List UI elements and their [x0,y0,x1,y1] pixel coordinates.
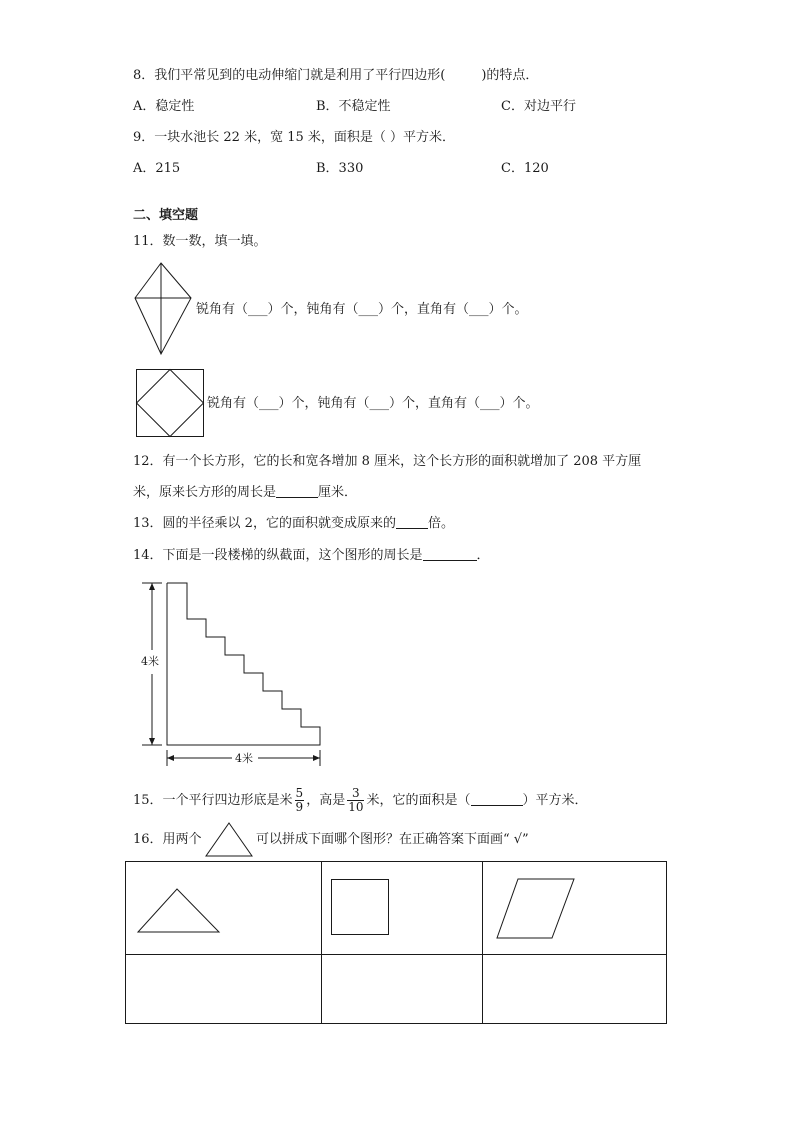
small-triangle-icon [204,822,254,858]
q9-option-a[interactable]: A．215 [133,161,181,176]
q16-cell-triangle [126,862,322,955]
q8-answer-blank[interactable] [445,69,481,81]
q14-height-label: 4米 [141,655,159,668]
q14-width-label: 4米 [235,752,253,765]
q16-answer-cell-square[interactable] [322,955,483,1024]
q15-fraction-base: $\frac{5}{9}$ [295,786,304,814]
q11-line2: 锐角有（___）个，钝角有（___）个，直角有（___）个。 [207,396,539,411]
q9-option-c[interactable]: C．120 [501,161,549,176]
q16-answer-cell-parallelogram[interactable] [483,955,667,1024]
q16-post: 可以拼成下面哪个图形？在正确答案下面画“ √” [256,832,529,847]
q11-line1: 锐角有（___）个，钝角有（___）个，直角有（___）个。 [196,302,528,317]
q13-text: 13．圆的半径乘以 2，它的面积就变成原来的 倍。 [133,516,454,531]
q9-text: 9．一块水池长 22 米，宽 15 米，面积是（ ）平方米． [133,130,456,145]
q12-answer-blank[interactable] [276,485,318,498]
q8-option-b[interactable]: B．不稳定性 [316,99,391,114]
q8-option-a[interactable]: A．稳定性 [133,99,195,114]
q8-text: 8．我们平常见到的电动伸缩门就是利用了平行四边形( )的特点． [133,68,539,83]
q16-answer-cell-triangle[interactable] [126,955,322,1024]
q13-answer-blank[interactable] [396,516,428,529]
q14-text: 14．下面是一段楼梯的纵截面，这个图形的周长是 ． [133,548,490,563]
q14-answer-blank[interactable] [423,548,477,561]
section-heading-fill-blank: 二、填空题 [133,208,199,223]
kite-figure [134,262,194,356]
q12-line2: 米，原来长方形的周长是 厘米． [133,485,358,500]
q12-line1: 12．有一个长方形，它的长和宽各增加 8 厘米，这个长方形的面积就增加了 208 平方厘 [133,454,642,469]
q16-cell-square [322,862,483,955]
q15-fraction-height: $\frac{3}{10}$ [348,786,364,814]
q11-text: 11．数一数，填一填。 [133,234,267,249]
square-in-square-figure [136,369,204,437]
q16-pre: 16．用两个 [133,832,202,847]
q8-option-c[interactable]: C．对边平行 [501,99,576,114]
q15-answer-blank[interactable] [471,793,523,806]
q16-answer-table [125,861,667,1024]
parallelogram-figure [496,878,576,940]
staircase-figure [140,578,330,768]
q15-text: 15．一个平行四边形底是米 $\frac{5}{9}$ ，高是 $\frac{3}{10}$ 米，它的面积是（ ）平方米． [133,786,588,814]
q16-cell-parallelogram [483,862,667,955]
square-figure [331,879,391,937]
q9-option-b[interactable]: B．330 [316,161,364,176]
triangle-figure [137,888,221,934]
